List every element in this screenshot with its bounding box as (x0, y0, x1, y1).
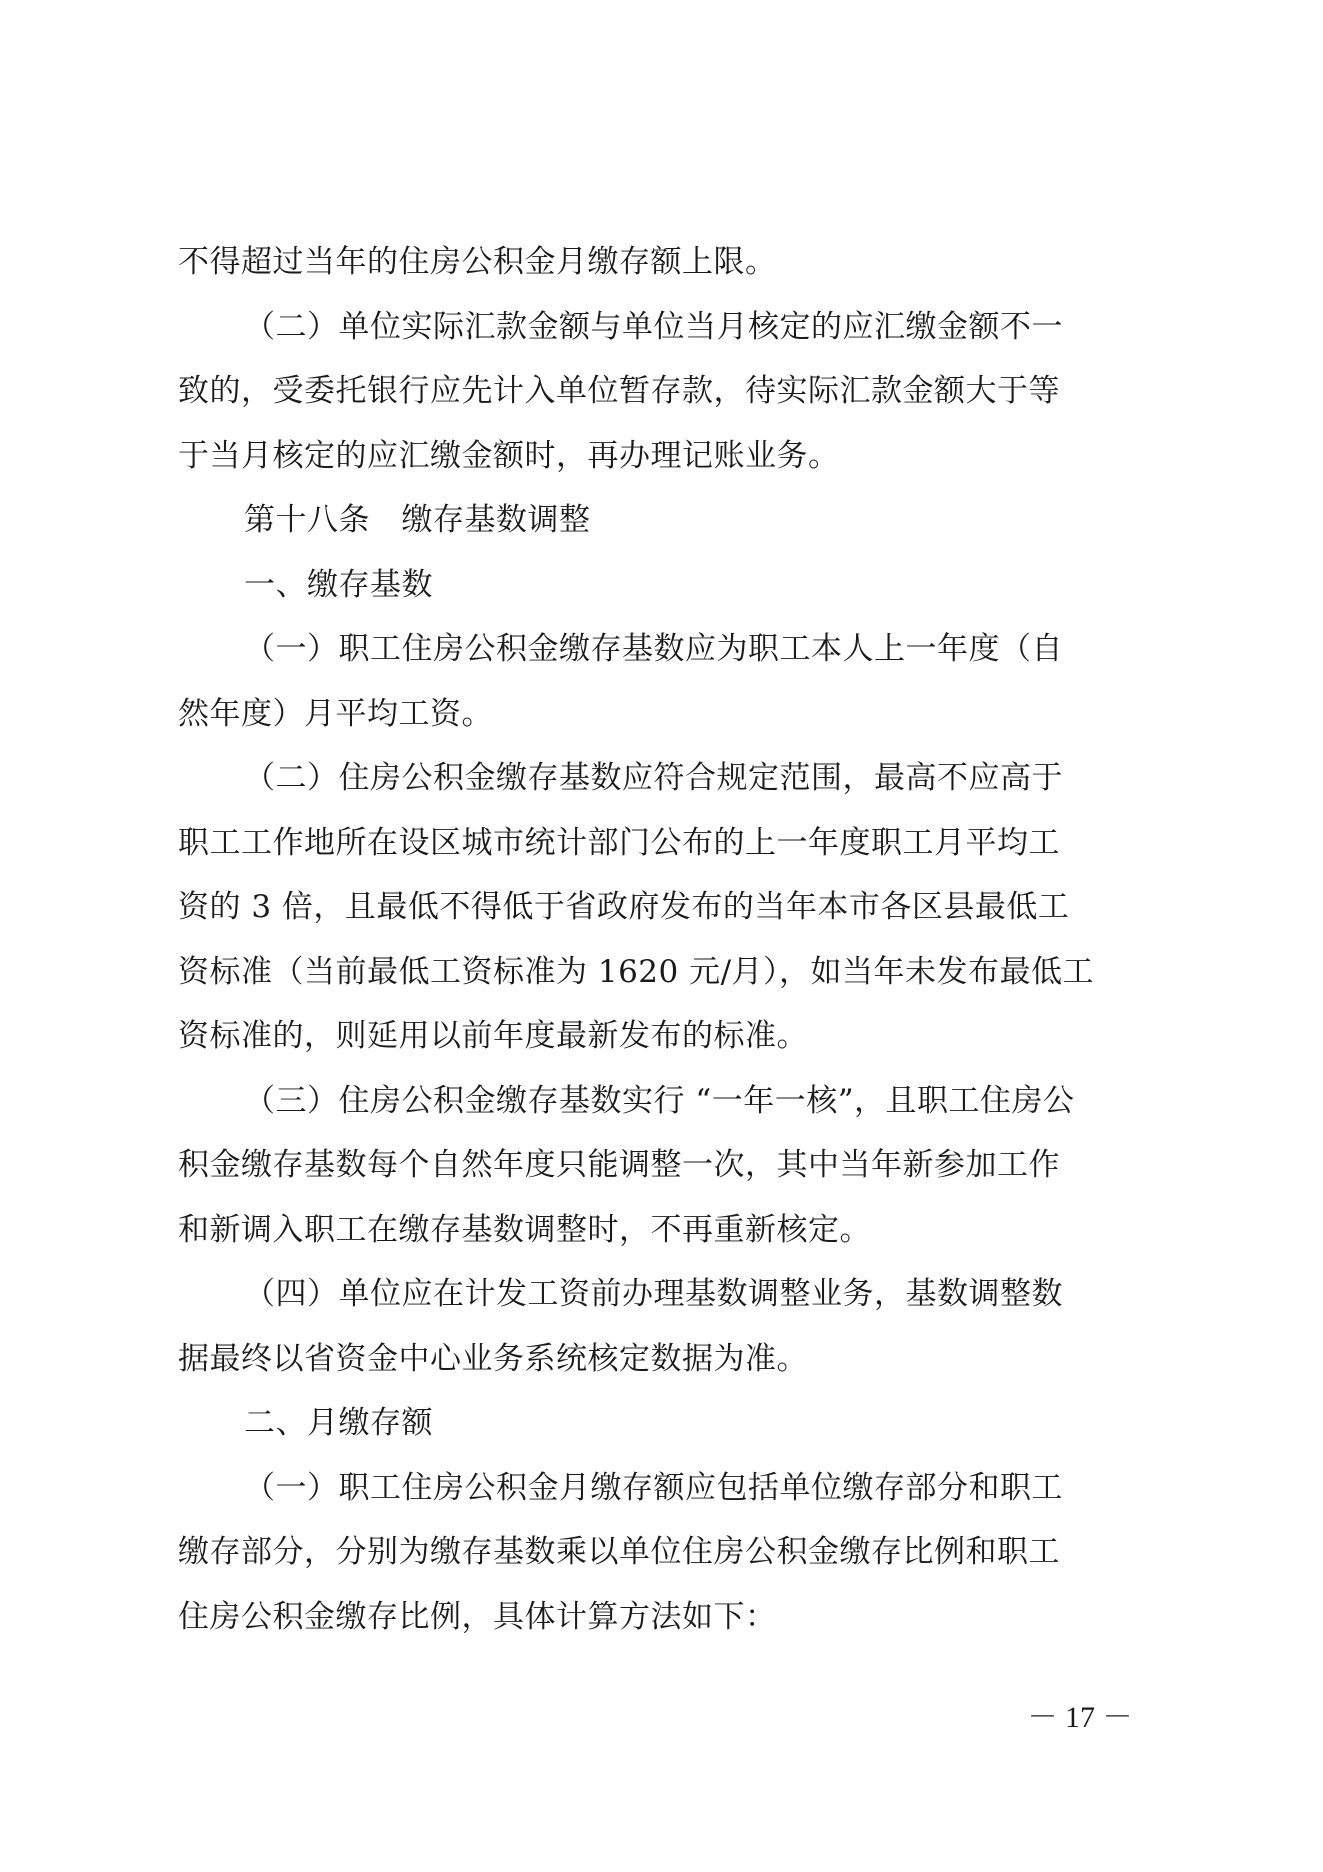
article-heading: 第十八条 缴存基数调整 (244, 502, 591, 538)
text-line-21: 缴存部分，分别为缴存基数乘以单位住房公积金缴存比例和职工 (178, 1534, 1060, 1570)
text-line-11: 资的 3 倍，且最低不得低于省政府发布的当年本市各区县最低工 (178, 889, 1070, 925)
text-line-1: 不得超过当年的住房公积金月缴存额上限。 (178, 244, 777, 280)
text-line-4: 于当月核定的应汇缴金额时，再办理记账业务。 (178, 437, 840, 474)
text-line-2: （二）单位实际汇款金额与单位当月核定的应汇缴金额不一 (244, 308, 1063, 345)
page-number: － 17 － (1027, 1701, 1133, 1734)
text-line-17: （四）单位应在计发工资前办理基数调整业务，基数调整数 (244, 1276, 1063, 1312)
text-line-3: 致的，受委托银行应先计入单位暂存款，待实际汇款金额大于等 (178, 373, 1060, 409)
text-line-18: 据最终以省资金中心业务系统核定数据为准。 (178, 1340, 808, 1377)
text-line-16: 和新调入职工在缴存基数调整时，不再重新核定。 (178, 1211, 871, 1248)
text-line-13: 资标准的，则延用以前年度最新发布的标准。 (178, 1018, 808, 1054)
text-line-7: （一）职工住房公积金缴存基数应为职工本人上一年度（自 (244, 631, 1063, 667)
section-heading-2: 二、月缴存额 (244, 1405, 433, 1441)
text-line-12: 资标准（当前最低工资标准为 1620 元/月），如当年未发布最低工 (178, 953, 1095, 990)
text-line-14: （三）住房公积金缴存基数实行 “一年一核”，且职工住房公 (244, 1082, 1075, 1119)
text-line-22: 住房公积金缴存比例，具体计算方法如下： (178, 1598, 777, 1635)
text-line-20: （一）职工住房公积金月缴存额应包括单位缴存部分和职工 (244, 1469, 1063, 1506)
text-line-15: 积金缴存基数每个自然年度只能调整一次，其中当年新参加工作 (178, 1147, 1060, 1183)
text-line-8: 然年度）月平均工资。 (178, 695, 493, 732)
body-text (178, 230, 1158, 1649)
section-heading-1: 一、缴存基数 (244, 566, 433, 603)
text-line-10: 职工工作地所在设区城市统计部门公布的上一年度职工月平均工 (178, 824, 1060, 861)
text-line-9: （二）住房公积金缴存基数应符合规定范围，最高不应高于 (244, 760, 1063, 796)
